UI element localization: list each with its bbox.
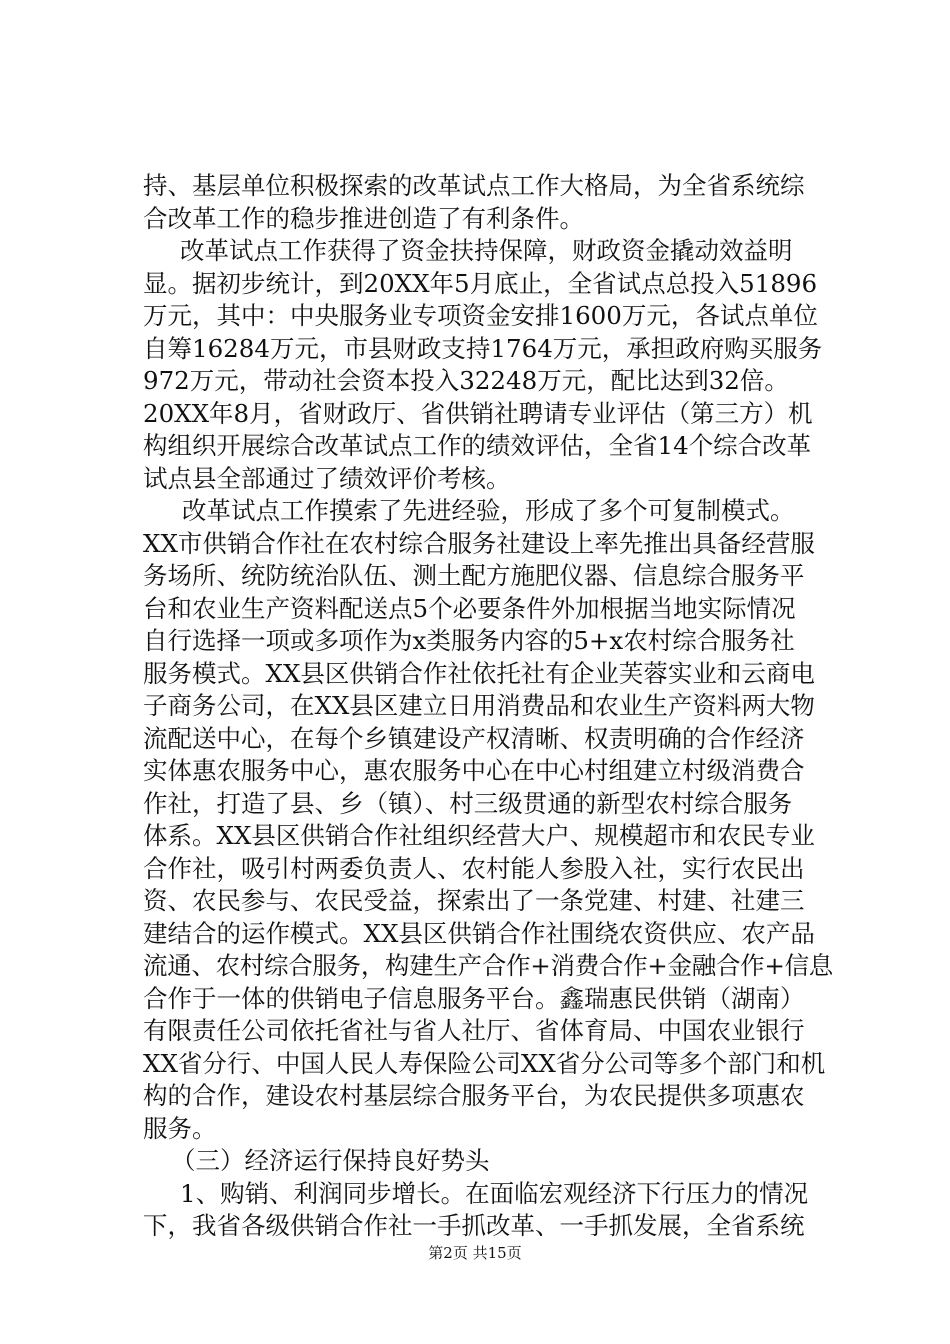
text-line: 有限责任公司依托省社与省人社厅、省体育局、中国农业银行 [143,1016,805,1045]
page-number-label: 第2页 共15页 [428,1244,522,1262]
text-line: 显。据初步统计，到20XX年5月底止，全省试点总投入51896 [143,268,818,298]
text-line: 资、农民参与、农民受益，探索出了一条党建、村建、社建三 [143,886,805,915]
text-line: 流通、农村综合服务，构建生产合作+消费合作+金融合作+信息 [143,951,833,980]
paragraph-start-line: 1、购销、利润同步增长。在面临宏观经济下行压力的情况 [180,1178,809,1208]
section-heading: （三）经济运行保持良好势头 [171,1146,490,1175]
text-line: 作社，打造了县、乡（镇）、村三级贯通的新型农村综合服务 [143,788,793,818]
text-line: 子商务公司，在XX县区建立日用消费品和农业生产资料两大物 [143,691,815,720]
document-body [143,170,833,1243]
text-line: 自行选择一项或多项作为x类服务内容的5+x农村综合服务社 [143,626,795,655]
text-line: 务场所、统防统治队伍、测土配方施肥仪器、信息综合服务平 [143,561,805,590]
text-line: 服务模式。XX县区供销合作社依托社有企业芙蓉实业和云商电 [143,658,815,688]
text-line: 建结合的运作模式。XX县区供销合作社围绕农资供应、农产品 [143,918,815,948]
text-line: 服务。 [143,1113,217,1143]
text-line: 构组织开展综合改革试点工作的绩效评估，全省14个综合改革 [143,431,812,460]
text-line: 体系。XX县区供销合作社组织经营大户、规模超市和农民专业 [143,821,815,850]
text-line: 流配送中心，在每个乡镇建设产权清晰、权责明确的合作经济 [143,723,805,753]
text-line: 实体惠农服务中心，惠农服务中心在中心村组建立村级消费合 [143,756,805,785]
text-line: 合改革工作的稳步推进创造了有利条件。 [143,203,584,233]
text-line: 20XX年8月，省财政厅、省供销社聘请专业评估（第三方）机 [143,398,813,428]
text-line: 试点县全部通过了绩效评价考核。 [143,463,511,493]
text-line: 972万元，带动社会资本投入32248万元，配比达到32倍。 [143,366,789,395]
text-line: 下，我省各级供销合作社一手抓改革、一手抓发展，全省系统 [143,1211,805,1240]
text-line: 自筹16284万元，市县财政支持1764万元，承担政府购买服务 [143,333,823,363]
text-line: 万元，其中：中央服务业专项资金安排1600万元，各试点单位 [143,301,818,330]
text-line: 构的合作，建设农村基层综合服务平台，为农民提供多项惠农 [143,1081,805,1110]
text-line: XX市供销合作社在农村综合服务社建设上率先推出具备经营服 [143,528,815,558]
text-line: 持、基层单位积极探索的改革试点工作大格局，为全省系统综 [143,171,805,200]
text-line: 台和农业生产资料配送点5个必要条件外加根据当地实际情况 [143,593,796,623]
text-line: 合作于一体的供销电子信息服务平台。鑫瑞惠民供销（湖南） [143,983,805,1013]
text-line: 合作社，吸引村两委负责人、农村能人参股入社，实行农民出 [143,853,805,883]
paragraph-start-line: 改革试点工作摸索了先进经验，形成了多个可复制模式。 [182,496,795,525]
text-line: XX省分行、中国人民人寿保险公司XX省分公司等多个部门和机 [143,1048,826,1078]
page-footer [0,1243,950,1263]
paragraph-start-line: 改革试点工作获得了资金扶持保障，财政资金撬动效益明 [180,236,793,265]
